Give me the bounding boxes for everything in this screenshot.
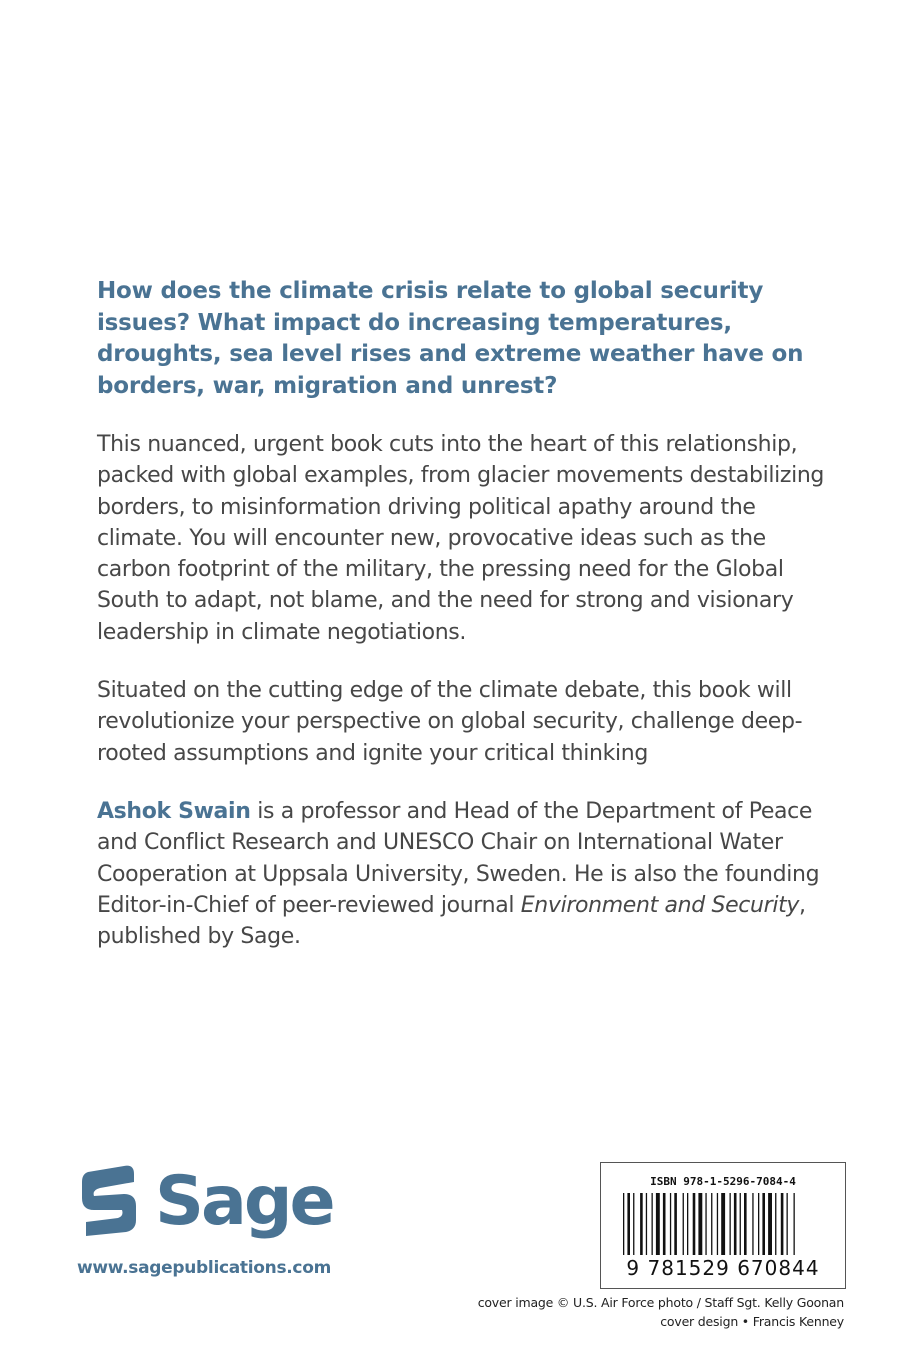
barcode-bar — [781, 1193, 784, 1255]
barcode-bar — [687, 1193, 688, 1255]
barcode-bar — [627, 1193, 630, 1255]
back-cover-blurb — [97, 276, 827, 979]
barcode-bar — [670, 1193, 671, 1255]
barcode-bar — [752, 1193, 753, 1255]
sage-s-icon — [78, 1164, 140, 1236]
blurb-paragraph-2: Situated on the cutting edge of the climate debate, this book will revolutionize your perspective on global security, challenge deep-rooted assumptions and ignite your critical thinking — [97, 678, 803, 766]
barcode-bar — [633, 1193, 634, 1255]
barcode-icon — [621, 1193, 825, 1255]
barcode-bar — [721, 1193, 725, 1255]
barcode-bar — [652, 1193, 653, 1255]
author-bio-end: , published by Sage. — [97, 892, 806, 950]
barcode-digits: 9 781529 670844 — [626, 1256, 820, 1280]
barcode-bar — [734, 1193, 737, 1255]
barcode-bar — [623, 1193, 624, 1255]
barcode-bar — [744, 1193, 747, 1255]
barcode-bar — [698, 1193, 702, 1255]
barcode-bar — [717, 1193, 718, 1255]
journal-title: Environment and Security — [520, 892, 800, 918]
barcode-bar — [705, 1193, 706, 1255]
author-bio-text: is a professor and Head of the Department of Peace and Conflict Research and UNESCO Chair on International Water Cooperation at Uppsala University, Sweden. He is also the founding Editor-in-Chief of peer-reviewed journal — [97, 798, 820, 918]
author-bio — [97, 796, 827, 952]
isbn-barcode — [600, 1162, 846, 1289]
barcode-bar — [775, 1193, 776, 1255]
blurb-question: How does the climate crisis relate to global security issues? What impact do increasing temperatures, droughts, sea level rises and extreme weather have on borders, war, migration and unrest? — [97, 278, 804, 399]
barcode-bar — [794, 1193, 795, 1255]
barcode-bar — [740, 1193, 741, 1255]
barcode-bar — [646, 1193, 647, 1255]
cover-image-credit: cover image © U.S. Air Force photo / Staff Sgt. Kelly Goonan — [477, 1295, 844, 1310]
barcode-bar — [768, 1193, 772, 1255]
blurb-paragraph-1: This nuanced, urgent book cuts into the heart of this relationship, packed with global examples, from glacier movements destabilizing borders, to misinformation driving political apathy around the climate. You will encounter new, provocative ideas such as the carbon footprint of the military, the pressing need for the Global South to adapt, not blame, and the need for strong and visionary leadership in climate negotiations. — [97, 432, 825, 645]
barcode-bar — [674, 1193, 677, 1255]
barcode-bar — [758, 1193, 759, 1255]
barcode-bar — [663, 1193, 666, 1255]
barcode-bar — [656, 1193, 660, 1255]
barcode-bar — [730, 1193, 731, 1255]
sage-logo — [78, 1162, 333, 1242]
isbn-label: ISBN 978-1-5296-7084-4 — [650, 1175, 796, 1188]
barcode-bar — [683, 1193, 684, 1255]
barcode-bar — [640, 1193, 643, 1255]
barcode-bar — [787, 1193, 788, 1255]
cover-credits — [478, 1293, 844, 1331]
publisher-url[interactable]: www.sagepublications.com — [77, 1258, 332, 1278]
barcode-bar — [693, 1193, 696, 1255]
cover-design-credit: cover design • Francis Kenney — [660, 1314, 844, 1329]
barcode-bar — [762, 1193, 765, 1255]
barcode-bar — [711, 1193, 712, 1255]
sage-logo-text: Sage — [155, 1162, 333, 1241]
author-name: Ashok Swain — [97, 798, 251, 824]
